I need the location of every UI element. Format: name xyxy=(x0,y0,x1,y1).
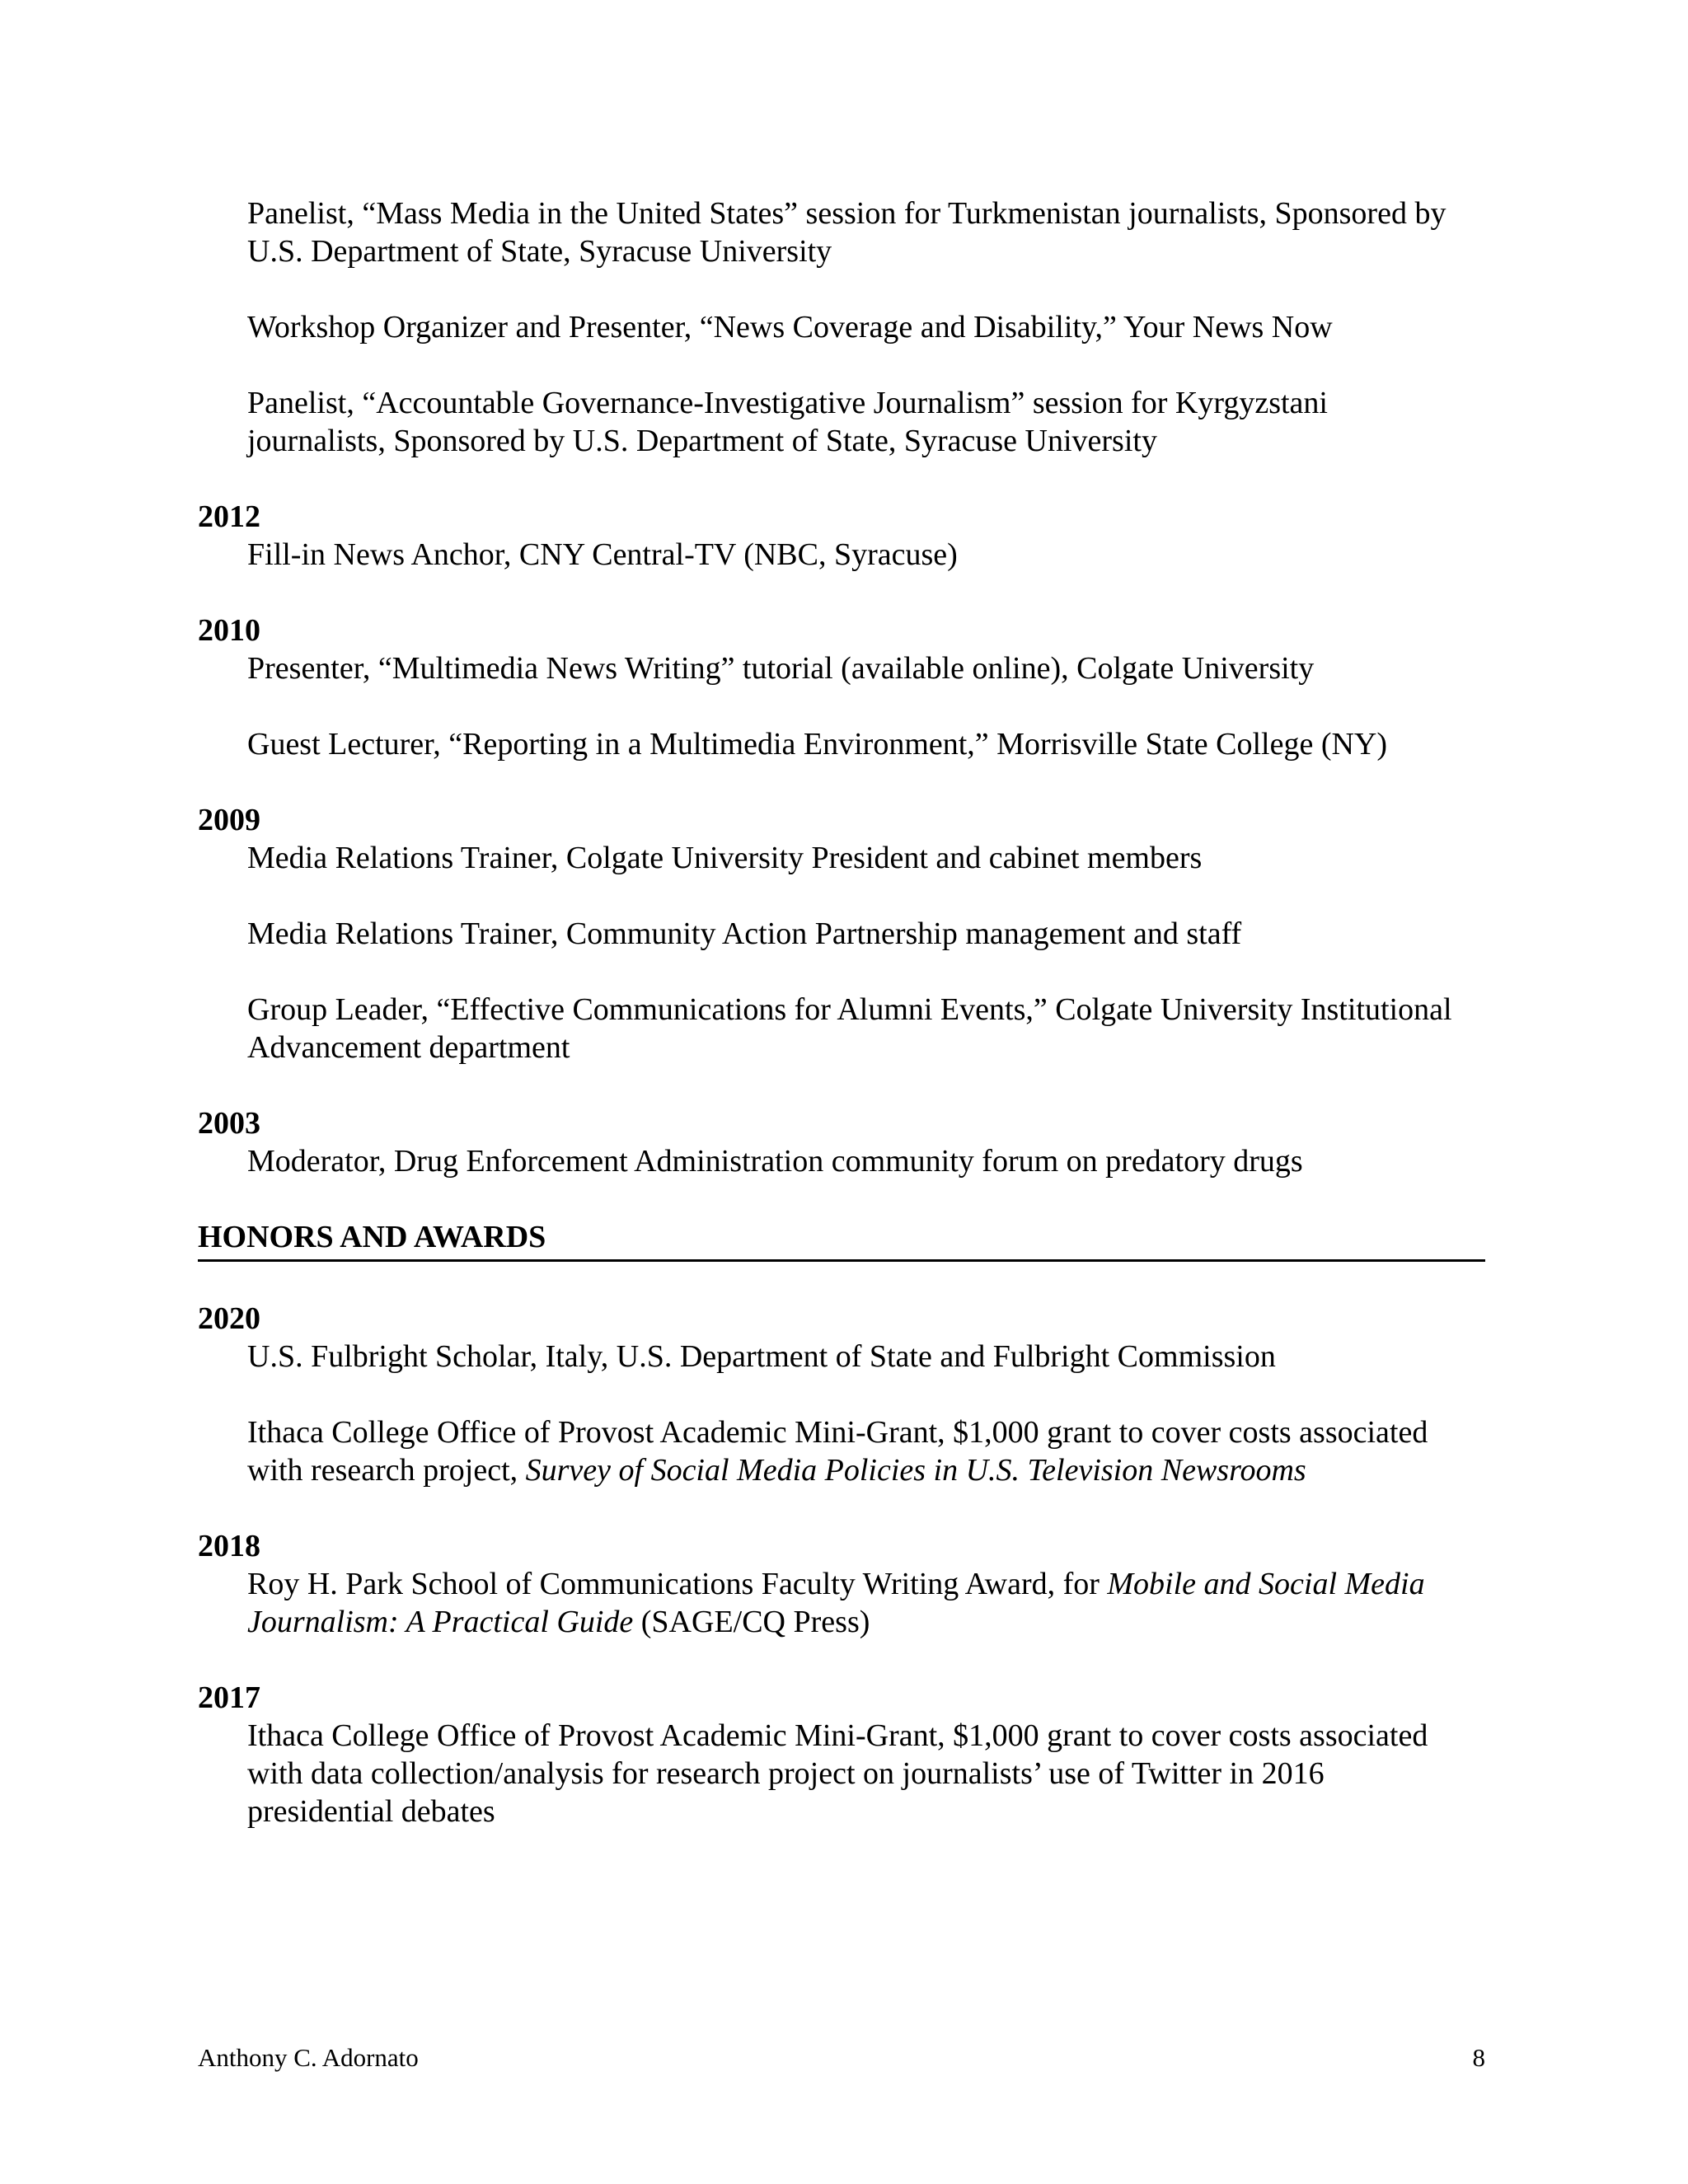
entry-mass-media-panel: Panelist, “Mass Media in the United States” session for Turkmenistan journalists, Sponsored by U.S. Department of State, Syracuse University xyxy=(247,196,1447,269)
section-heading-honors: HONORS AND AWARDS xyxy=(198,1218,1485,1262)
footer-author: Anthony C. Adornato xyxy=(198,2043,419,2072)
entry-disability-workshop: Workshop Organizer and Presenter, “News Coverage and Disability,” Your News Now xyxy=(247,310,1333,344)
entry-moderator: Moderator, Drug Enforcement Administration community forum on predatory drugs xyxy=(247,1144,1303,1179)
entry-text: Ithaca College Office of Provost Academic Mini-Grant, $1,000 grant to cover costs associated with research project, xyxy=(247,1415,1428,1488)
project-title: Survey of Social Media Policies in U.S. Television Newsrooms xyxy=(525,1453,1306,1488)
entry-text: (SAGE/CQ Press) xyxy=(633,1605,870,1639)
entry-media-trainer-colgate: Media Relations Trainer, Colgate University President and cabinet members xyxy=(247,841,1203,875)
year-heading-2009: 2009 xyxy=(198,803,260,837)
entry-news-anchor: Fill-in News Anchor, CNY Central-TV (NBC, Syracuse) xyxy=(247,537,958,572)
entry-text: Roy H. Park School of Communications Faculty Writing Award, for xyxy=(247,1567,1108,1601)
entry-writing-award xyxy=(247,1565,1485,1641)
book-title: Mobile and Social Media Journalism: A Practical Guide xyxy=(247,1567,1425,1639)
entry-group-leader: Group Leader, “Effective Communications for Alumni Events,” Colgate University Institutional Advancement department xyxy=(247,992,1452,1065)
year-heading-2017: 2017 xyxy=(198,1680,260,1715)
year-heading-2018: 2018 xyxy=(198,1529,260,1563)
entry-minigrant-2020 xyxy=(247,1413,1485,1489)
entry-guest-lecturer: Guest Lecturer, “Reporting in a Multimedia Environment,” Morrisville State College (NY) xyxy=(247,727,1388,762)
footer-page-number: 8 xyxy=(1472,2043,1485,2072)
page-footer xyxy=(198,2042,1485,2074)
year-heading-2012: 2012 xyxy=(198,499,260,534)
entry-media-trainer-cap: Media Relations Trainer, Community Action Partnership management and staff xyxy=(247,916,1242,951)
year-heading-2010: 2010 xyxy=(198,613,260,648)
entry-minigrant-2017: Ithaca College Office of Provost Academic Mini-Grant, $1,000 grant to cover costs associated with data collection/analysis for research project on journalists’ use of Twitter in 2016 presidential debates xyxy=(247,1718,1428,1829)
entry-multimedia-tutorial: Presenter, “Multimedia News Writing” tutorial (available online), Colgate University xyxy=(247,651,1315,686)
entry-fulbright: U.S. Fulbright Scholar, Italy, U.S. Department of State and Fulbright Commission xyxy=(247,1339,1276,1374)
document-page xyxy=(198,194,1485,1868)
year-heading-2020: 2020 xyxy=(198,1301,260,1336)
year-heading-2003: 2003 xyxy=(198,1106,260,1141)
entry-governance-panel: Panelist, “Accountable Governance-Investigative Journalism” session for Kyrgyzstani journalists, Sponsored by U.S. Department of State, Syracuse University xyxy=(247,386,1328,458)
